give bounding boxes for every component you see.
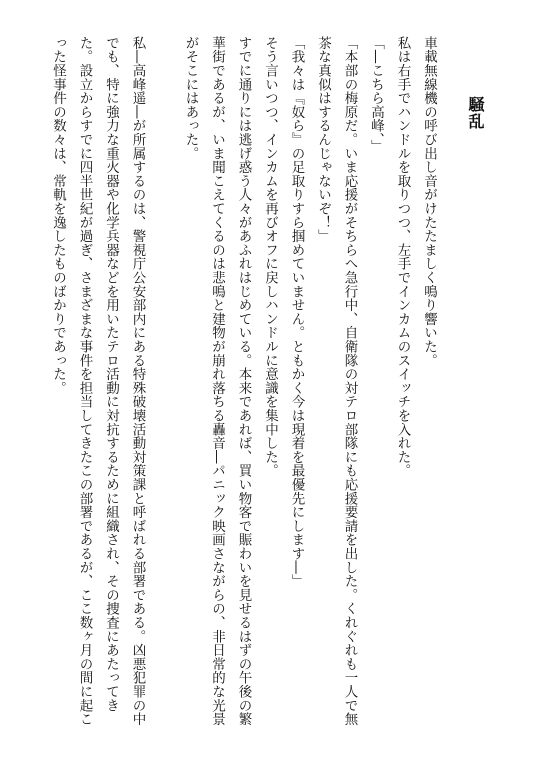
paragraph: 私―高峰遥―が所属するのは、警視庁公安部内にある特殊破壊活動対策課と呼ばれる部署である。凶悪犯罪の中でも、特に強力な重火器や化学兵器などを用いたテロ活動に対抗するために組織され、その捜査にあたってきた。設立からすでに四半世紀が過ぎ、さまざまな事件を担当してきたこの部署であるが、ここ数ヶ月の間に起こった怪事件の数々は、常軌を逸したものばかりであった。 — [50, 36, 146, 726]
paragraph: そう言いつつ、インカムを再びオフに戻しハンドルに意識を集中した。 — [262, 36, 278, 478]
body-text — [45, 36, 443, 736]
dialogue-line: 「我々は『奴ら』の足取りすら掴めていません。ともかく今は現着を最優先にします―」 — [288, 36, 305, 588]
chapter-title: 騒乱 — [466, 96, 485, 130]
dialogue-line: 「本部の梅原だ。いま応援がそちらへ急行中、自衛隊の対テロ部隊にも応援要請を出した。くれぐれも一人で無茶な真似はするんじゃないぞ！」 — [315, 36, 358, 726]
paragraph: 車載無線機の呼び出し音がけたたましく鳴り響いた。 — [421, 36, 437, 368]
paragraph: すでに通りには逃げ惑う人々があふれはじめている。本来であれば、買い物客で賑わいを見せるはずの午後の繁華街であるが、いま聞こえてくるのは悲鳴と建物が崩れ落ちる轟音―パニック映画さながらの、非日常的な光景がそこにはあった。 — [182, 36, 252, 726]
dialogue-line: 「―こちら高峰、」 — [368, 36, 384, 154]
paragraph: 私は右手でハンドルを取りつつ、左手でインカムのスイッチを入れた。 — [394, 36, 411, 478]
